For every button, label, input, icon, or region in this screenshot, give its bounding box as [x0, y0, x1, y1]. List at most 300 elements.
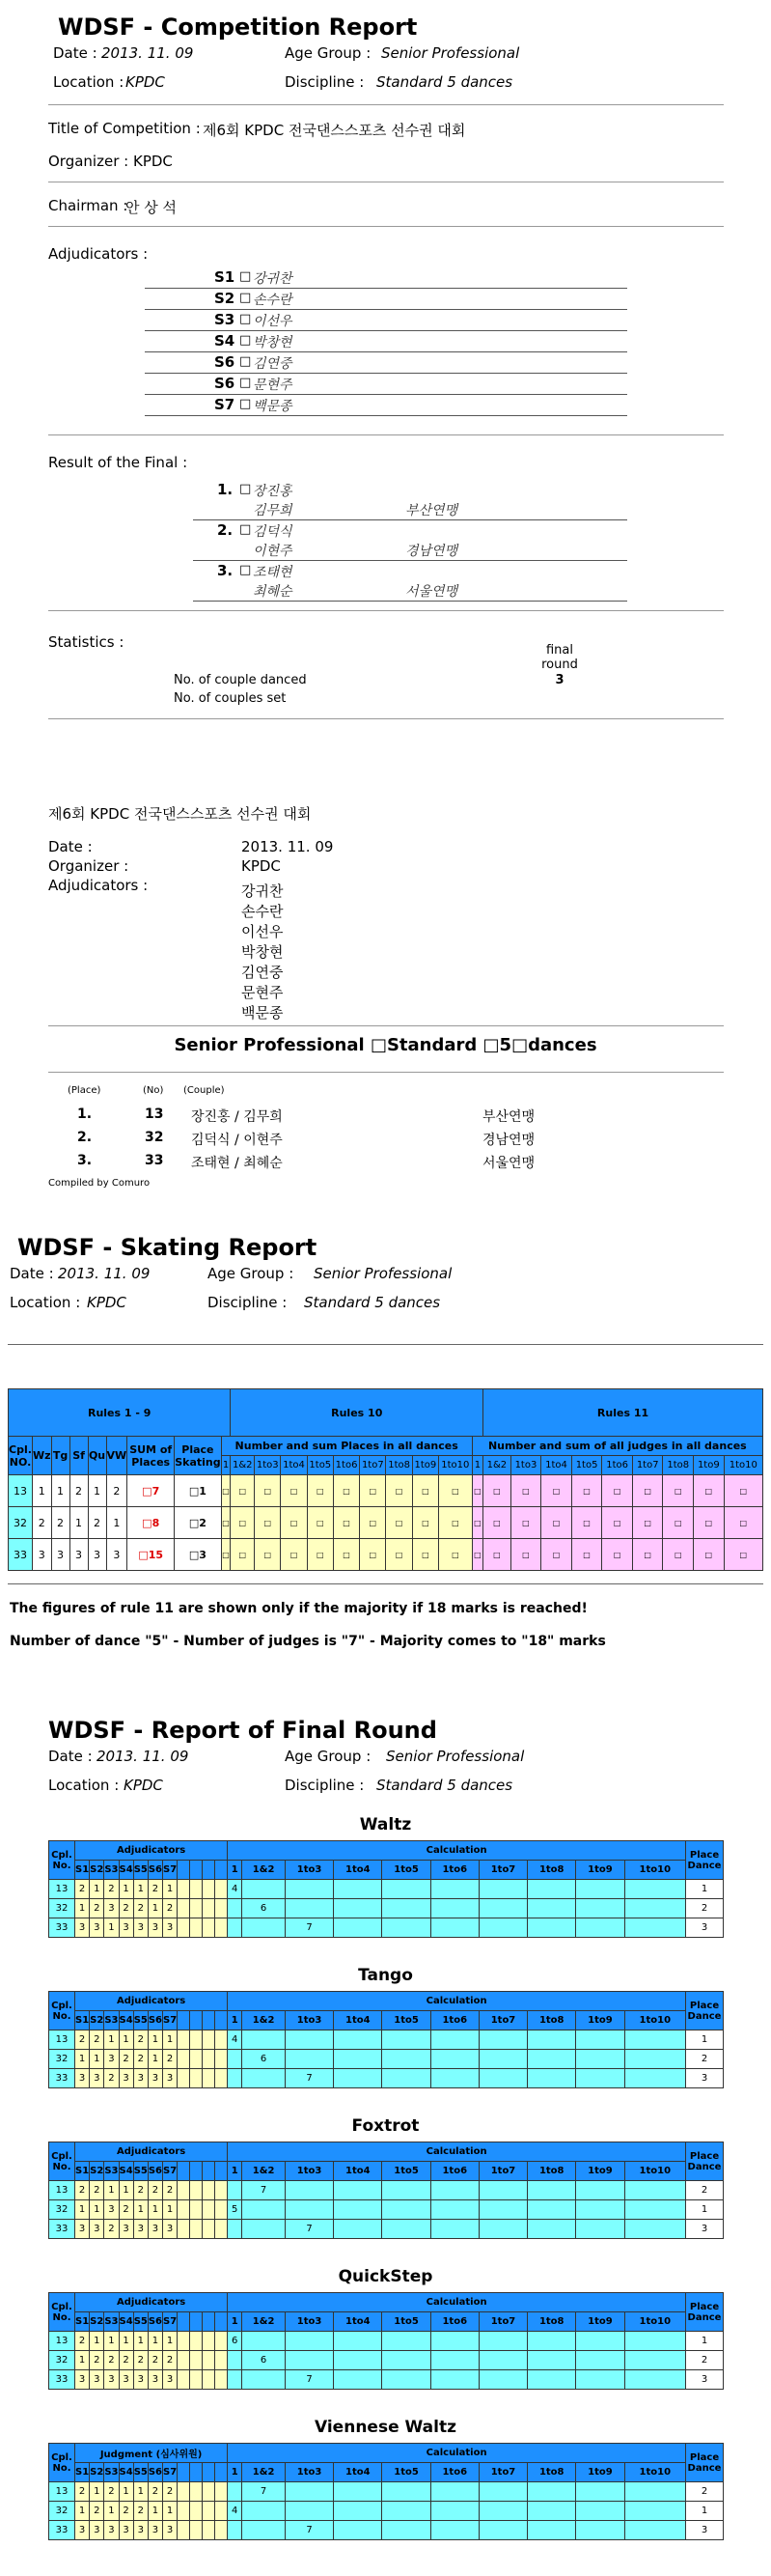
rule11-col: 1&2 — [483, 1456, 511, 1475]
judge-spare — [190, 2181, 203, 2200]
dance-place: 1 — [51, 1475, 69, 1507]
calc-cell: 5 — [228, 2200, 242, 2220]
judge-mark: 1 — [90, 2200, 104, 2220]
rule11-cell: □ — [571, 1539, 602, 1571]
rule10-cell: □ — [412, 1507, 438, 1539]
couple-no: 33 — [49, 2069, 75, 2088]
judge-mark: 3 — [163, 2220, 178, 2239]
calc-cell — [334, 2181, 382, 2200]
calc-cell — [479, 2370, 527, 2390]
rule11-cell: □ — [472, 1539, 482, 1571]
calc-col-header: 1&2 — [242, 1861, 286, 1880]
couple-no: 32 — [49, 2502, 75, 2521]
summary-no: 32 — [145, 1130, 164, 1145]
judge-spare — [178, 2370, 190, 2390]
rule11-col: 1to6 — [602, 1456, 633, 1475]
calc-cell — [528, 2502, 576, 2521]
calc-cell — [228, 1899, 242, 1918]
dance-table — [48, 2142, 724, 2239]
rule11-cell: □ — [663, 1507, 694, 1539]
stats-head-1: final — [545, 643, 573, 658]
judge-header: S3 — [104, 2312, 119, 2332]
adj-box: □ — [239, 397, 252, 411]
judge-mark: 2 — [104, 2351, 119, 2370]
judge-mark: 3 — [104, 2521, 119, 2540]
rule11-cell: □ — [724, 1539, 762, 1571]
fn-disc-label: Discipline : — [285, 1777, 365, 1794]
judge-spare — [203, 2370, 215, 2390]
compiled-note: Compiled by Comuro — [48, 1178, 151, 1189]
age-label: Age Group : — [285, 44, 372, 62]
calc-col-header: 1to9 — [576, 1861, 624, 1880]
calc-cell — [576, 2181, 624, 2200]
place-dance: 2 — [686, 2050, 724, 2069]
skating-table — [8, 1388, 763, 1571]
rule10-cell: □ — [307, 1475, 333, 1507]
judge-mark: 1 — [90, 2332, 104, 2351]
judge-spare-header — [190, 2463, 203, 2482]
adjudicators-header: Adjudicators — [75, 2142, 228, 2162]
calc-col-header: 1to8 — [528, 2312, 576, 2332]
judge-mark: 2 — [104, 2220, 119, 2239]
couple-no: 32 — [49, 2200, 75, 2220]
judge-spare-header — [178, 2463, 190, 2482]
calc-cell: 7 — [285, 1918, 333, 1938]
calc-cell — [576, 1899, 624, 1918]
cpl-header: Cpl. No. — [49, 2142, 75, 2181]
judge-spare — [190, 2502, 203, 2521]
judge-header: S7 — [163, 2162, 178, 2181]
summary-no: 33 — [145, 1153, 164, 1168]
judge-spare-header — [203, 1861, 215, 1880]
judge-header: S4 — [119, 1861, 133, 1880]
calc-cell — [528, 2181, 576, 2200]
calc-col-header: 1to6 — [430, 2011, 479, 2030]
judge-mark: 2 — [163, 2351, 178, 2370]
calc-cell — [576, 2351, 624, 2370]
calc-cell — [528, 2521, 576, 2540]
calc-cell — [382, 2521, 430, 2540]
judge-mark: 1 — [119, 2482, 133, 2502]
judge-spare-header — [190, 1861, 203, 1880]
calc-col-header: 1to4 — [334, 2162, 382, 2181]
summary-club: 서울연맹 — [482, 1156, 536, 1171]
judge-mark: 1 — [104, 1918, 119, 1938]
couple-no: 33 — [9, 1539, 33, 1571]
judge-spare — [203, 2482, 215, 2502]
adj-box: □ — [239, 354, 252, 369]
calc-col-header: 1to10 — [624, 2011, 685, 2030]
rule10-cell: □ — [221, 1507, 231, 1539]
judge-mark: 2 — [133, 2181, 148, 2200]
judge-mark: 2 — [148, 2181, 162, 2200]
judge-spare — [215, 2482, 228, 2502]
summary-place: 3. — [77, 1153, 93, 1168]
calc-col-header: 1to6 — [430, 2463, 479, 2482]
adj-box: □ — [239, 333, 252, 348]
calc-cell — [576, 2069, 624, 2088]
calc-col-header: 1to10 — [624, 2162, 685, 2181]
calculation-header: Calculation — [228, 1992, 686, 2011]
rule10-col: 1 — [221, 1456, 231, 1475]
calc-cell — [528, 1899, 576, 1918]
adj-underline — [145, 330, 627, 331]
judge-spare — [190, 1918, 203, 1938]
calc-cell — [382, 2050, 430, 2069]
judge-mark: 1 — [104, 2332, 119, 2351]
adj-box: □ — [239, 291, 252, 305]
calc-col-header: 1to3 — [285, 2312, 333, 2332]
rule11-col: 1to8 — [663, 1456, 694, 1475]
place-sum: □8 — [127, 1507, 175, 1539]
judge-spare — [178, 2482, 190, 2502]
rule11-cell: □ — [571, 1507, 602, 1539]
dance-header: Tg — [51, 1437, 69, 1475]
adj-box: □ — [239, 312, 252, 326]
adj-code: S1 — [214, 268, 235, 286]
calc-cell — [334, 2069, 382, 2088]
fn-age: Senior Professional — [386, 1748, 525, 1765]
cpl-header: Cpl. NO. — [9, 1437, 33, 1475]
calc-cell — [228, 2370, 242, 2390]
rule10-cell: □ — [255, 1539, 281, 1571]
judge-spare — [190, 2332, 203, 2351]
summary-no: 13 — [145, 1106, 164, 1122]
calc-cell — [228, 2521, 242, 2540]
dance-header: Wz — [33, 1437, 52, 1475]
judge-mark: 2 — [90, 2181, 104, 2200]
dance-place: 2 — [69, 1475, 88, 1507]
rule10-cell: □ — [221, 1539, 231, 1571]
col-place: (Place) — [68, 1085, 101, 1096]
judge-header: S3 — [104, 2162, 119, 2181]
summary-org: KPDC — [241, 857, 281, 875]
rule10-cell: □ — [255, 1507, 281, 1539]
dance-place: 2 — [33, 1507, 52, 1539]
calc-col-header: 1to10 — [624, 1861, 685, 1880]
judge-spare — [215, 1899, 228, 1918]
fn-date-label: Date : — [48, 1748, 93, 1765]
judge-header: S5 — [133, 2011, 148, 2030]
calc-cell: 7 — [242, 2181, 286, 2200]
calc-cell: 7 — [285, 2370, 333, 2390]
judge-spare — [178, 1899, 190, 1918]
calc-col-header: 1to5 — [382, 2463, 430, 2482]
adj-name: 문현주 — [253, 378, 292, 393]
judge-spare — [215, 2181, 228, 2200]
rule10-col: 1to8 — [386, 1456, 412, 1475]
calc-cell — [334, 2351, 382, 2370]
calc-col-header: 1 — [228, 2312, 242, 2332]
judge-mark: 1 — [75, 2200, 90, 2220]
calc-cell — [624, 2521, 685, 2540]
adj-name: 강귀찬 — [253, 271, 292, 287]
judge-spare — [203, 2332, 215, 2351]
calc-cell — [576, 2521, 624, 2540]
location-value: KPDC — [125, 73, 165, 91]
summary-adj-name: 박창현 — [241, 943, 284, 961]
fn-loc-label: Location : — [48, 1777, 120, 1794]
summary-adj-name: 이선우 — [241, 923, 284, 940]
calc-cell — [285, 2030, 333, 2050]
judge-mark: 3 — [104, 2200, 119, 2220]
judge-mark: 3 — [104, 2050, 119, 2069]
judge-spare — [178, 2030, 190, 2050]
fn-loc: KPDC — [124, 1777, 163, 1794]
judge-header: S1 — [75, 2312, 90, 2332]
calc-cell — [576, 1918, 624, 1938]
calc-cell — [430, 2370, 479, 2390]
summary-place: 1. — [77, 1106, 93, 1122]
calc-col-header: 1to4 — [334, 2312, 382, 2332]
rule11-cell: □ — [483, 1539, 511, 1571]
judge-spare — [190, 1899, 203, 1918]
place-dance-header: Place Dance — [686, 1992, 724, 2030]
rule10-col: 1to6 — [333, 1456, 359, 1475]
calc-cell — [382, 2200, 430, 2220]
calc-cell — [430, 2220, 479, 2239]
result-box: □ — [239, 482, 252, 496]
dance-place: 3 — [88, 1539, 106, 1571]
calc-col-header: 1to8 — [528, 1861, 576, 1880]
calc-cell — [334, 2200, 382, 2220]
judge-mark: 2 — [75, 1880, 90, 1899]
judge-mark: 1 — [119, 2030, 133, 2050]
calc-col-header: 1to10 — [624, 2312, 685, 2332]
adj-underline — [145, 415, 627, 416]
sk-loc-label: Location : — [10, 1294, 81, 1311]
calc-cell — [576, 2370, 624, 2390]
summary-adj-name: 문현주 — [241, 984, 284, 1001]
rule11-cell: □ — [541, 1475, 572, 1507]
result-man: 조태현 — [253, 565, 292, 580]
result-label: Result of the Final : — [48, 454, 188, 471]
calc-col-header: 1to5 — [382, 2011, 430, 2030]
calc-cell — [528, 1880, 576, 1899]
adj-code: S6 — [214, 353, 235, 371]
adj-name: 박창현 — [253, 335, 292, 350]
rule10-col: 1&2 — [231, 1456, 255, 1475]
calc-cell — [576, 2332, 624, 2351]
judge-spare-header — [190, 2162, 203, 2181]
col-no: (No) — [143, 1085, 164, 1096]
calc-cell — [228, 2482, 242, 2502]
judge-mark: 1 — [119, 2332, 133, 2351]
dance-title: Waltz — [359, 1815, 412, 1834]
couple-no: 13 — [49, 1880, 75, 1899]
calc-cell — [382, 2030, 430, 2050]
judge-mark: 2 — [104, 2482, 119, 2502]
calc-col-header: 1to4 — [334, 2011, 382, 2030]
result-club: 서울연맹 — [405, 584, 458, 600]
adj-name: 손수란 — [253, 293, 292, 308]
judge-mark: 2 — [119, 2050, 133, 2069]
dance-title: Viennese Waltz — [315, 2418, 456, 2437]
judge-mark: 1 — [104, 2030, 119, 2050]
calc-cell — [430, 2181, 479, 2200]
judge-spare — [215, 2030, 228, 2050]
dance-place: 2 — [106, 1475, 127, 1507]
dance-place: 1 — [69, 1507, 88, 1539]
couple-no: 32 — [49, 1899, 75, 1918]
calc-cell — [430, 2351, 479, 2370]
rule10-cell: □ — [386, 1539, 412, 1571]
discipline-value: Standard 5 dances — [376, 73, 513, 91]
calc-cell — [430, 2482, 479, 2502]
calc-cell — [382, 2370, 430, 2390]
calc-col-header: 1to3 — [285, 2162, 333, 2181]
summary-place: 2. — [77, 1130, 93, 1145]
calc-cell — [576, 2050, 624, 2069]
summary-adj-name: 백문종 — [241, 1004, 284, 1022]
judge-spare — [203, 2220, 215, 2239]
dance-place: 1 — [88, 1475, 106, 1507]
rule10-cell: □ — [307, 1507, 333, 1539]
rules-10-sub: Number and sum Places in all dances — [221, 1437, 472, 1456]
summary-adj-name: 김연중 — [241, 964, 284, 981]
result-place: 3. — [217, 562, 234, 579]
judge-mark: 1 — [148, 2332, 162, 2351]
rule11-cell: □ — [602, 1507, 633, 1539]
adj-name: 이선우 — [253, 314, 292, 329]
adjudicators-header: Adjudicators — [75, 1841, 228, 1861]
judge-mark: 2 — [163, 2482, 178, 2502]
rule10-cell: □ — [221, 1475, 231, 1507]
judge-spare — [215, 2069, 228, 2088]
calc-col-header: 1&2 — [242, 2162, 286, 2181]
calc-col-header: 1to5 — [382, 1861, 430, 1880]
dance-title: Foxtrot — [351, 2116, 420, 2136]
judge-mark: 3 — [163, 1918, 178, 1938]
judge-mark: 3 — [163, 2069, 178, 2088]
calc-cell — [624, 2030, 685, 2050]
judge-mark: 1 — [163, 2030, 178, 2050]
summary-adj-name: 손수란 — [241, 903, 284, 920]
adj-code: S3 — [214, 311, 235, 328]
calc-cell — [624, 2502, 685, 2521]
dance-place: 3 — [33, 1539, 52, 1571]
adj-code: S2 — [214, 290, 235, 307]
rule11-col: 1 — [472, 1456, 482, 1475]
place-dance-header: Place Dance — [686, 2444, 724, 2482]
judge-mark: 2 — [119, 2502, 133, 2521]
organizer-value: KPDC — [133, 153, 173, 170]
place-skating: □2 — [175, 1507, 221, 1539]
judge-header: S1 — [75, 2162, 90, 2181]
judge-mark: 2 — [148, 2482, 162, 2502]
result-place: 1. — [217, 481, 234, 498]
date-label: Date : — [53, 44, 97, 62]
calculation-header: Calculation — [228, 2293, 686, 2312]
skating-note-1: The figures of rule 11 are shown only if the majority if 18 marks is reached! — [10, 1601, 588, 1616]
place-dance: 1 — [686, 2332, 724, 2351]
calc-col-header: 1to5 — [382, 2312, 430, 2332]
result-woman: 이현주 — [253, 544, 292, 559]
rule10-cell: □ — [281, 1475, 307, 1507]
judge-mark: 2 — [75, 2181, 90, 2200]
calc-cell — [624, 1880, 685, 1899]
rule10-cell: □ — [231, 1539, 255, 1571]
calc-col-header: 1to6 — [430, 1861, 479, 1880]
judge-spare — [178, 2521, 190, 2540]
calc-cell — [479, 2069, 527, 2088]
rule11-cell: □ — [510, 1475, 541, 1507]
skating-title: WDSF - Skating Report — [17, 1234, 317, 1261]
calc-cell — [528, 2370, 576, 2390]
couple-no: 32 — [9, 1507, 33, 1539]
judge-header: S6 — [148, 1861, 162, 1880]
judge-mark: 3 — [133, 2220, 148, 2239]
adj-underline — [145, 373, 627, 374]
place-dance: 3 — [686, 2370, 724, 2390]
judge-header: S1 — [75, 2463, 90, 2482]
calc-col-header: 1to9 — [576, 2162, 624, 2181]
rule11-cell: □ — [663, 1539, 694, 1571]
calc-cell — [242, 2200, 286, 2220]
calc-cell — [624, 2370, 685, 2390]
judge-mark: 3 — [90, 1918, 104, 1938]
calc-col-header: 1to5 — [382, 2162, 430, 2181]
result-man: 김덕식 — [253, 524, 292, 540]
rule10-cell: □ — [231, 1507, 255, 1539]
calc-col-header: 1to9 — [576, 2312, 624, 2332]
calc-cell — [430, 2521, 479, 2540]
judge-mark: 3 — [148, 1918, 162, 1938]
judge-mark: 3 — [75, 2370, 90, 2390]
judge-spare — [203, 1899, 215, 1918]
couple-no: 33 — [49, 2220, 75, 2239]
calc-col-header: 1to6 — [430, 2162, 479, 2181]
judge-spare-header — [215, 2312, 228, 2332]
skating-note-2: Number of dance "5" - Number of judges is "7" - Majority comes to "18" marks — [10, 1634, 606, 1649]
couple-no: 13 — [49, 2332, 75, 2351]
judge-spare-header — [190, 2312, 203, 2332]
judge-spare — [203, 2351, 215, 2370]
calc-cell — [576, 2482, 624, 2502]
calc-col-header: 1 — [228, 2162, 242, 2181]
rule10-cell: □ — [307, 1539, 333, 1571]
calc-cell — [479, 1918, 527, 1938]
adj-underline — [145, 394, 627, 395]
calc-cell — [576, 2200, 624, 2220]
judge-mark: 1 — [148, 1899, 162, 1918]
judge-spare — [178, 2069, 190, 2088]
judge-spare — [203, 2200, 215, 2220]
judge-mark: 1 — [133, 1880, 148, 1899]
calc-cell — [430, 2069, 479, 2088]
rule10-col: 1to3 — [255, 1456, 281, 1475]
calc-cell — [624, 2181, 685, 2200]
calc-cell — [334, 2502, 382, 2521]
dance-header: Qu — [88, 1437, 106, 1475]
calc-col-header: 1to8 — [528, 2011, 576, 2030]
rule11-cell: □ — [510, 1539, 541, 1571]
judge-spare — [215, 2220, 228, 2239]
rule11-cell: □ — [483, 1507, 511, 1539]
judge-mark: 3 — [133, 2521, 148, 2540]
rule10-cell: □ — [333, 1475, 359, 1507]
judge-header: S5 — [133, 2463, 148, 2482]
calc-cell — [242, 2370, 286, 2390]
judge-mark: 3 — [119, 2370, 133, 2390]
judge-header: S4 — [119, 2463, 133, 2482]
judge-mark: 3 — [75, 2069, 90, 2088]
judge-mark: 1 — [148, 2200, 162, 2220]
judge-spare — [178, 2502, 190, 2521]
judge-mark: 2 — [163, 1899, 178, 1918]
judge-mark: 2 — [104, 1880, 119, 1899]
judge-header: S7 — [163, 1861, 178, 1880]
